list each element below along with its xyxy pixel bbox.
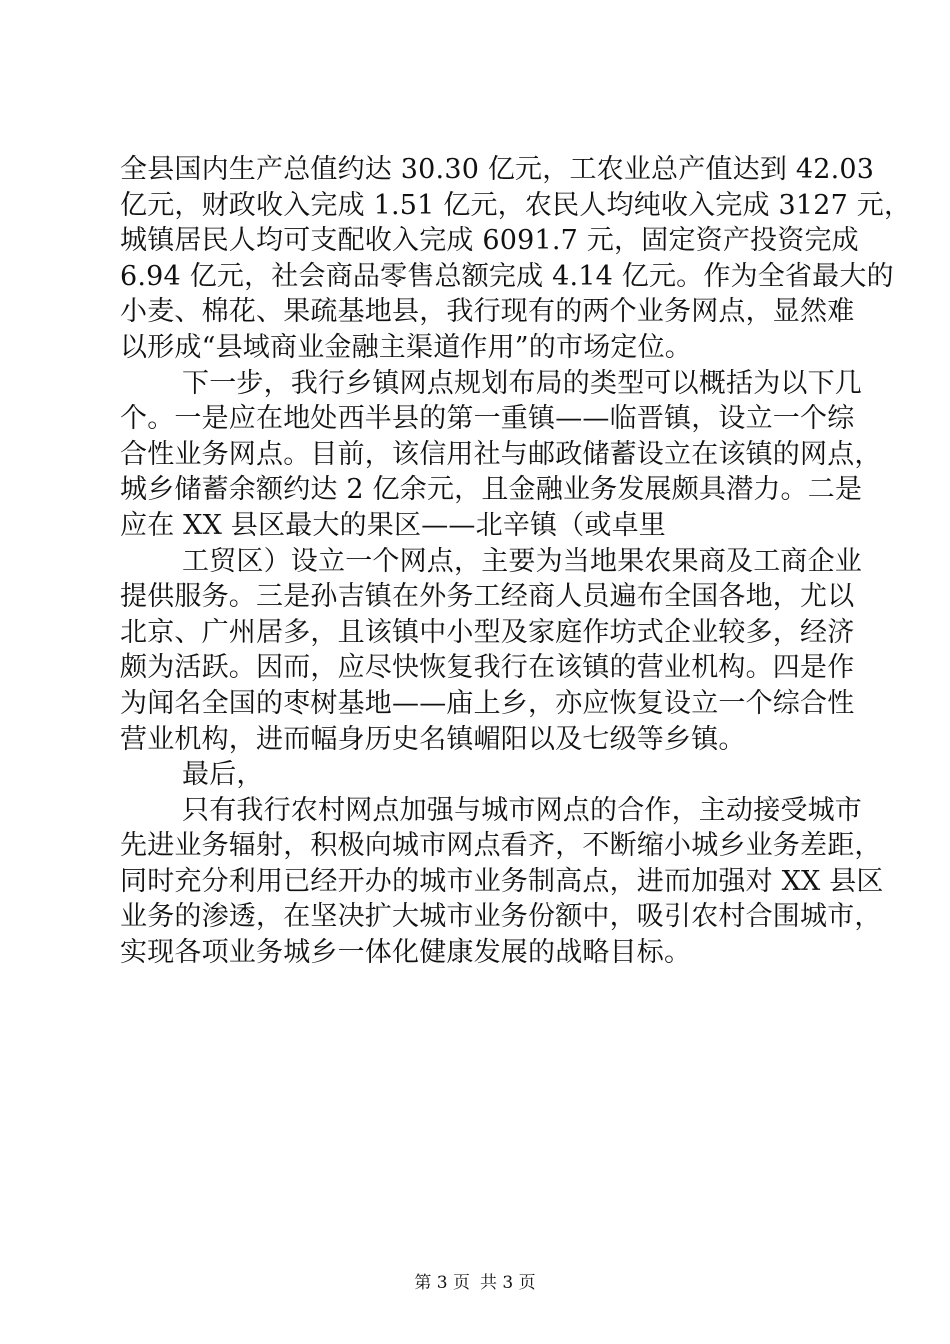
text-line: 最后， bbox=[182, 759, 264, 791]
text-line: 先进业务辐射，积极向城市网点看齐，不断缩小城乡业务差距， bbox=[120, 830, 882, 862]
text-line: 只有我行农村网点加强与城市网点的合作，主动接受城市 bbox=[182, 794, 862, 826]
text-line: 实现各项业务城乡一体化健康发展的战略目标。 bbox=[120, 937, 692, 969]
text-line: 应在 XX 县区最大的果区——北辛镇（或卓里 bbox=[120, 509, 667, 541]
text-line: 颇为活跃。因而，应尽快恢复我行在该镇的营业机构。四是作 bbox=[120, 652, 855, 684]
document-body bbox=[120, 152, 912, 971]
text-line: 全县国内生产总值约达 30.30 亿元，工农业总产值达到 42.03 bbox=[120, 154, 875, 185]
page-total: 共 3 页 bbox=[480, 1273, 536, 1293]
text-line: 亿元，财政收入完成 1.51 亿元，农民人均纯收入完成 3127 元， bbox=[120, 189, 912, 221]
text-line: 城乡储蓄余额约达 2 亿余元，且金融业务发展颇具潜力。二是 bbox=[120, 474, 863, 506]
text-line: 小麦、棉花、果疏基地县，我行现有的两个业务网点，显然难 bbox=[120, 296, 855, 328]
text-line: 个。一是应在地处西半县的第一重镇——临晋镇，设立一个综 bbox=[120, 403, 855, 435]
text-line: 6.94 亿元，社会商品零售总额完成 4.14 亿元。作为全省最大的 bbox=[120, 260, 894, 292]
page-footer bbox=[0, 1271, 950, 1295]
text-line: 营业机构，进而幅身历史名镇嵋阳以及七级等乡镇。 bbox=[120, 723, 746, 755]
page-number: 第 3 页 bbox=[414, 1273, 470, 1293]
text-line: 北京、广州居多，且该镇中小型及家庭作坊式企业较多，经济 bbox=[120, 616, 855, 648]
text-line: 提供服务。三是孙吉镇在外务工经商人员遍布全国各地，尤以 bbox=[120, 581, 855, 613]
text-line: 下一步，我行乡镇网点规划布局的类型可以概括为以下几 bbox=[182, 367, 862, 399]
text-line: 业务的渗透，在坚决扩大城市业务份额中，吸引农村合围城市， bbox=[120, 901, 882, 933]
text-line: 以形成“县域商业金融主渠道作用”的市场定位。 bbox=[120, 331, 693, 363]
text-line: 工贸区）设立一个网点，主要为当地果农果商及工商企业 bbox=[182, 545, 862, 577]
text-line: 为闻名全国的枣树基地——庙上乡，亦应恢复设立一个综合性 bbox=[120, 687, 855, 719]
text-line: 合性业务网点。目前，该信用社与邮政储蓄设立在该镇的网点， bbox=[120, 438, 882, 470]
text-line: 城镇居民人均可支配收入完成 6091.7 元，固定资产投资完成 bbox=[120, 225, 859, 257]
text-line: 同时充分利用已经开办的城市业务制高点，进而加强对 XX 县区 bbox=[120, 865, 884, 897]
